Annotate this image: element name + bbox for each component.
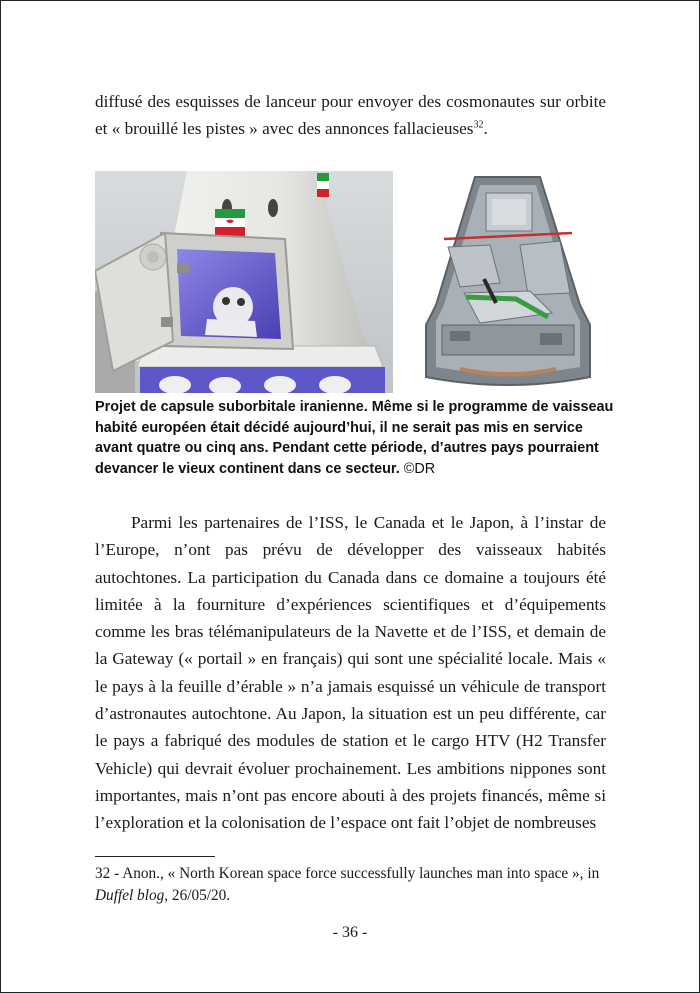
top-paragraph-text: diffusé des esquisses de lanceur pour envoyer des cosmonautes sur orbite et « brouillé les pistes » avec des annonces fallacieuses xyxy=(95,92,606,139)
main-paragraph xyxy=(95,509,606,837)
footnote-source: Duffel blog xyxy=(95,886,165,904)
figure-caption xyxy=(95,397,615,479)
figure-credit: ©DR xyxy=(403,460,436,477)
capsule-cutaway-diagram-icon xyxy=(420,175,596,393)
figure-caption-text: Projet de capsule suborbitale iranienne. Même si le programme de vaisseau habité européen était décidé aujourd’hui, il ne serait pas mis en service avant quatre ou cinq ans. Pendant cette période, d’autres pays pourraient devancer le vieux continent dans ce secteur. xyxy=(95,399,614,477)
footnote-text: 32 - Anon., « North Korean space force successfully launches man into space », in xyxy=(95,865,600,882)
footnote-separator xyxy=(95,856,215,857)
top-paragraph-end: . xyxy=(483,119,488,139)
main-paragraph-text: Parmi les partenaires de l’ISS, le Canada et le Japon, à l’instar de l’Europe, n’ont pas prévu de développer des vaisseaux habités autochtones. La participation du Canada dans ce domaine a toujours été limitée à la fourniture d’expériences scientifiques et d’équipements comme les bras télémanipulateurs de la Navette et de l’ISS, et demain de la Gateway (« portail » en français) qui sont une spécialité locale. Mais « le pays à la feuille d’érable » n’a jamais esquissé un véhicule de transport d’astronautes autochtone. Au Japon, la situation est un peu différente, car le pays a fabriqué des modules de station et le cargo HTV (H2 Transfer Vehicle) qui devrait évoluer prochainement. Les ambitions nippones sont importantes, mais n’ont pas encore abouti à des projets financés, même si l’exploration et la colonisation de l’espace ont fait l’objet de nombreuses xyxy=(95,513,606,833)
footnote-date: , 26/05/20. xyxy=(164,886,231,904)
footnote-32 xyxy=(95,863,610,906)
footnote-reference[interactable]: 32 xyxy=(473,119,484,131)
page-number: - 36 - xyxy=(332,924,368,941)
top-paragraph xyxy=(95,88,606,143)
capsule-photo-icon xyxy=(95,171,393,393)
